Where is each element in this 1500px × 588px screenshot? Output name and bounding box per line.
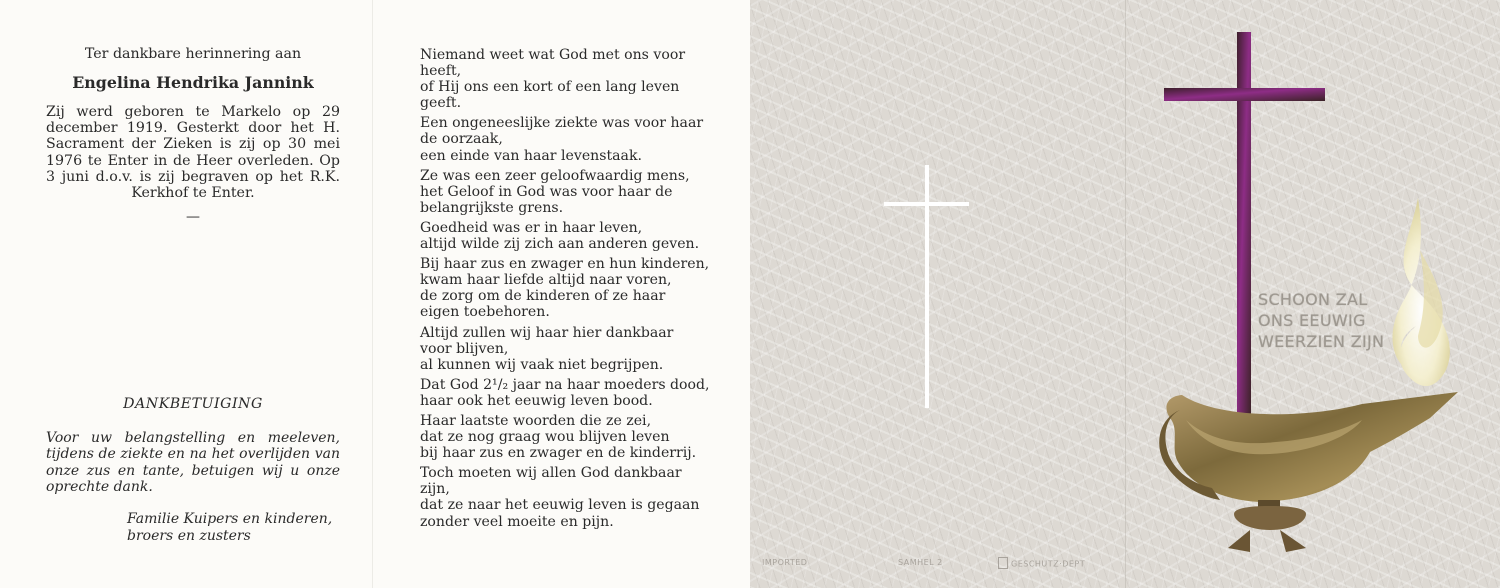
- poem-line: Toch moeten wij allen God dankbaar: [420, 465, 682, 482]
- poem-line: al kunnen wij vaak niet begrijpen.: [420, 356, 664, 373]
- poem-line: Niemand weet wat God met ons voor: [420, 47, 686, 63]
- poem-line: belangrijkste grens.: [420, 199, 564, 216]
- inscription-line-2: ONS EEUWIG: [1258, 311, 1366, 330]
- poem-line: zijn,: [420, 481, 450, 498]
- inscription-line-3: WEERZIEN ZIJN: [1258, 332, 1385, 351]
- poem-line: Een ongeneeslijke ziekte was voor haar: [420, 115, 704, 132]
- inscription-line-1: SCHOON ZAL: [1258, 290, 1368, 309]
- imprint-protected: [998, 558, 1085, 570]
- poem-line: een einde van haar levenstaak.: [420, 147, 642, 164]
- intro-text: Ter dankbare herinnering aan: [84, 46, 302, 62]
- poem-stanza: [420, 256, 720, 320]
- poem-line: het Geloof in God was voor haar de: [420, 183, 673, 200]
- poem-stanza: [420, 465, 720, 529]
- poem-line: geeft.: [420, 95, 462, 112]
- deceased-name: Engelina Hendrika Jannink: [72, 73, 314, 92]
- signature-line-1: Familie Kuipers en kinderen,: [127, 511, 333, 527]
- thanks-text: Voor uw belangstelling en meeleven, tijdens de ziekte en na het overlijden van onze zus en tante, betuigen wij u onze oprechte dank.: [46, 430, 340, 496]
- poem-line: haar ook het eeuwig leven bood.: [420, 392, 653, 409]
- cover-inscription: [1258, 289, 1418, 352]
- poem-line: heeft,: [420, 63, 462, 80]
- poem-line: Goedheid was er in haar leven,: [420, 219, 643, 236]
- poem-line: de oorzaak,: [420, 131, 503, 148]
- poem-line: dat ze nog graag wou blijven leven: [420, 429, 670, 446]
- poem-line: voor blijven,: [420, 340, 509, 357]
- poem: [420, 47, 720, 534]
- poem-stanza: [420, 413, 720, 461]
- poem-line: Bij haar zus en zwager en hun kinderen,: [420, 256, 710, 273]
- poem-stanza: [420, 115, 720, 163]
- bio-text: Zij werd geboren te Markelo op 29 december 1919. Gesterkt door het H. Sacrament der Zieken is zij op 30 mei 1976 te Enter in de Heer overleden. Op 3 juni d.o.v. is zij begraven op het R.K. Kerkhof te Enter.: [46, 104, 340, 202]
- poem-stanza: [420, 47, 720, 111]
- poem-line: zonder veel moeite en pijn.: [420, 513, 614, 530]
- poem-stanza: [420, 377, 720, 409]
- poem-line: eigen toebehoren.: [420, 304, 550, 321]
- imprint-model: SAMHEL 2: [898, 558, 943, 567]
- oil-lamp-icon: [1159, 392, 1458, 552]
- poem-line: de zorg om de kinderen of ze haar: [420, 288, 666, 305]
- poem-line: dat ze naar het eeuwig leven is gegaan: [420, 497, 700, 514]
- poem-line: Ze was een zeer geloofwaardig mens,: [420, 167, 690, 184]
- poem-line: of Hij ons een kort of een lang leven: [420, 79, 680, 96]
- thanks-heading: DANKBETUIGING: [123, 396, 263, 412]
- poem-line: kwam haar liefde altijd naar voren,: [420, 272, 672, 289]
- poem-line: Dat God 2¹/₂ jaar na haar moeders dood,: [420, 376, 710, 393]
- cover-panel: [750, 0, 1500, 588]
- panel-fold: [372, 0, 373, 588]
- poem-stanza: [420, 168, 720, 216]
- poem-line: altijd wilde zij zich aan anderen geven.: [420, 236, 700, 253]
- poem-line: Altijd zullen wij haar hier dankbaar: [420, 324, 674, 341]
- dark-cross-icon: [1164, 32, 1325, 424]
- signature-line-2: broers en zusters: [127, 527, 251, 544]
- poem-stanza: [420, 220, 720, 252]
- imprint-logo-icon: [998, 557, 1008, 569]
- imprint-imported: IMPORTED: [762, 558, 808, 567]
- poem-line: bij haar zus en zwager en de kinderrij.: [420, 445, 697, 462]
- divider-dash: —: [186, 209, 200, 226]
- white-cross-icon: [884, 165, 969, 408]
- memorial-column: [46, 46, 340, 225]
- poem-line: Haar laatste woorden die ze zei,: [420, 412, 652, 429]
- signature: [127, 511, 357, 544]
- poem-stanza: [420, 325, 720, 373]
- imprint-protected-text: GESCHUTZ·DEPT: [1011, 559, 1086, 569]
